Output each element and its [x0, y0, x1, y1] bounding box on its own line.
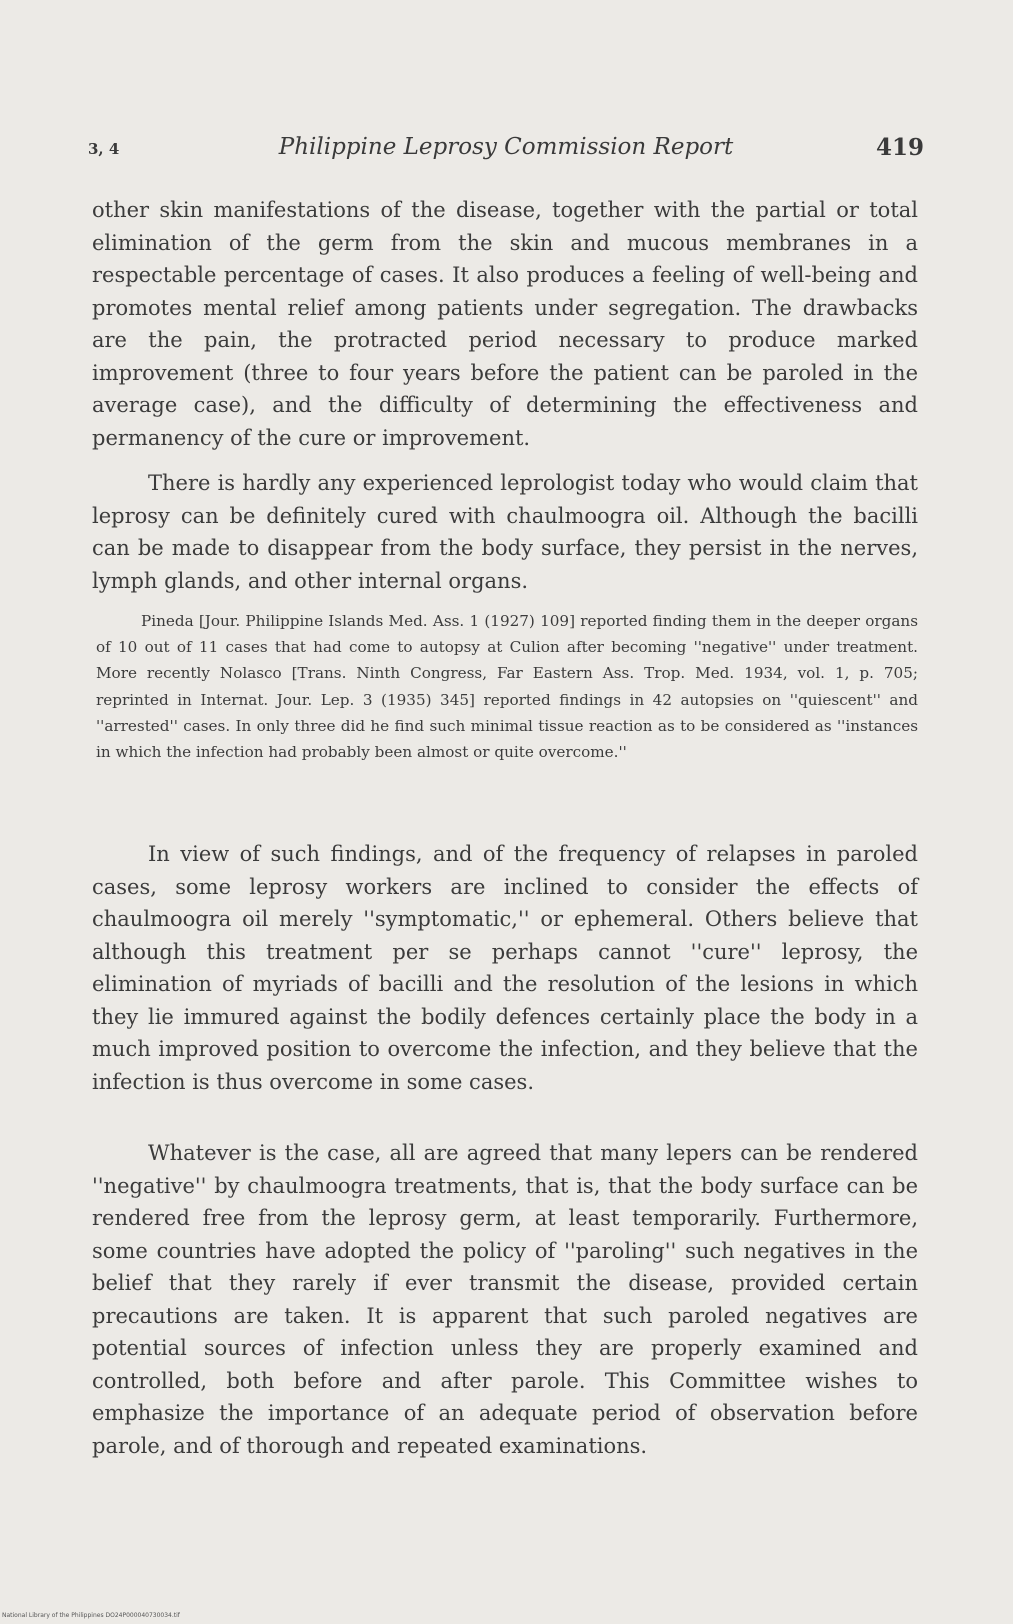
volume-number: 3, 4: [88, 140, 120, 158]
body-paragraph-1: other skin manifestations of the disease, together with the partial or total elimination of the germ from the skin and mucous membranes in a respectable percentage of cases. It also produces a feeling of well-being and promotes mental relief among patients under segregation. The drawbacks are the pain, the protracted period necessary to produce marked improvement (three to four years before the patient can be paroled in the average case), and the difficulty of determining the effectiveness and permanency of the cure or improvement.: [92, 198, 918, 450]
running-header: [88, 134, 924, 168]
footnote-paragraph: Pineda [Jour. Philippine Islands Med. Ass. 1 (1927) 109] reported finding them in the deeper organs of 10 out of 11 cases that had come to autopsy at Culion after becoming ''negative'' under treatment. More recently Nolasco [Trans. Ninth Congress, Far Eastern Ass. Trop. Med. 1934, vol. 1, p. 705; reprinted in Internat. Jour. Lep. 3 (1935) 345] reported findings in 42 autopsies on ''quiescent'' and ''arrested'' cases. In only three did he find such minimal tissue reaction as to be considered as ''instances in which the infection had probably been almost or quite overcome.'': [96, 612, 918, 762]
body-paragraph-4: Whatever is the case, all are agreed that many lepers can be rendered ''negative'' by chaulmoogra treatments, that is, that the body surface can be rendered free from the leprosy germ, at least temporarily. Furthermore, some countries have adopted the policy of ''paroling'' such negatives in the belief that they rarely if ever transmit the disease, provided certain precautions are taken. It is apparent that such paroled negatives are potential sources of infection unless they are properly examined and controlled, both before and after parole. This Committee wishes to emphasize the importance of an adequate period of observation before parole, and of thorough and repeated examinations.: [92, 1141, 918, 1458]
body-paragraph-3: In view of such findings, and of the frequency of relapses in paroled cases, some leprosy workers are inclined to consider the effects of chaulmoogra oil merely ''symptomatic,'' or ephemeral. Others believe that although this treatment per se perhaps cannot ''cure'' leprosy, the elimination of myriads of bacilli and the resolution of the lesions in which they lie immured against the bodily defences certainly place the body in a much improved position to overcome the infection, and they believe that the infection is thus overcome in some cases.: [92, 842, 918, 1094]
page-number: 419: [875, 134, 924, 161]
scan-footer: National Library of the Philippines DO24P000040730034.tif: [2, 1612, 180, 1619]
body-paragraph-2: There is hardly any experienced leprologist today who would claim that leprosy can be definitely cured with chaulmoogra oil. Although the bacilli can be made to disappear from the body surface, they persist in the nerves, lymph glands, and other internal organs.: [92, 471, 918, 593]
running-title: Philippine Leprosy Commission Report: [278, 134, 734, 160]
